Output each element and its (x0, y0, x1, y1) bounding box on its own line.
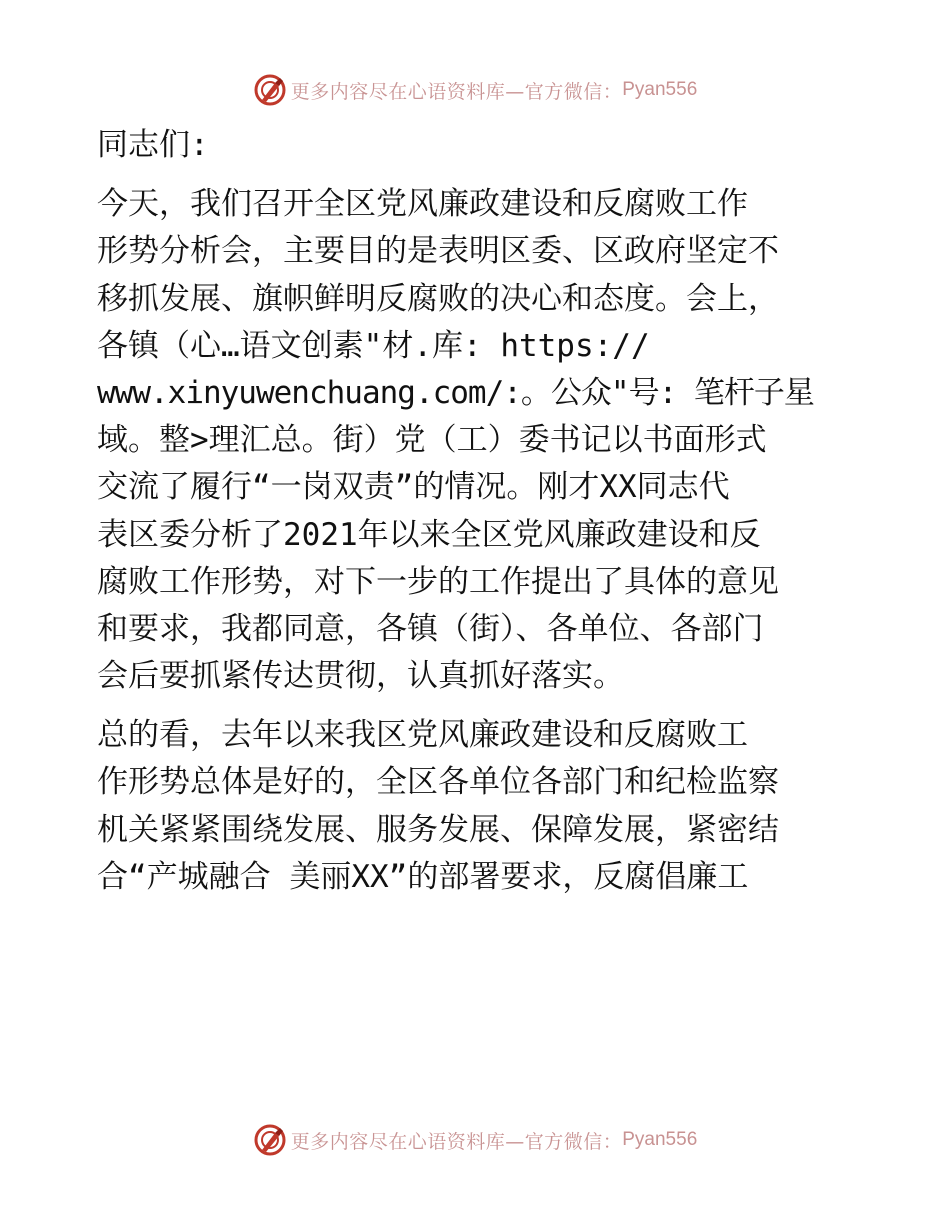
banner-text: 更多内容尽在心语资料库—官方微信： (290, 80, 623, 103)
paragraph-line: 形势分析会，主要目的是表明区委、区政府坚定不 (97, 233, 779, 270)
paragraph-line: 移抓发展、旗帜鲜明反腐败的决心和态度。会上， (97, 280, 779, 317)
paragraph-2 (97, 712, 857, 901)
paragraph-line: 合“产城融合 美丽XX”的部署要求，反腐倡廉工 (97, 858, 749, 895)
header-banner (0, 70, 950, 110)
banner-wechat-handle: Pyan556 (622, 1129, 698, 1150)
pen-logo-icon (253, 1123, 287, 1157)
document-body (97, 122, 857, 901)
paragraph-line: 表区委分析了2021年以来全区党风廉政建设和反 (97, 516, 761, 553)
footer-banner (0, 1120, 950, 1160)
paragraph-1 (97, 181, 857, 700)
paragraph-line: 和要求，我都同意，各镇（街）、各单位、各部门 (97, 610, 764, 647)
banner-text: 更多内容尽在心语资料库—官方微信： (290, 1130, 623, 1153)
paragraph-line: 腐败工作形势，对下一步的工作提出了具体的意见 (97, 563, 779, 600)
paragraph-line: 会后要抓紧传达贯彻，认真抓好落实。 (97, 658, 624, 695)
paragraph-line: 域。整>理汇总。街）党（工）委书记以书面形式 (97, 422, 767, 459)
pen-logo-icon (253, 73, 287, 107)
paragraph-line: www.xinyuwenchuang.com/:。公众"号: 笔杆子星 (97, 374, 814, 411)
paragraph-line: 总的看，去年以来我区党风廉政建设和反腐败工 (97, 717, 748, 754)
salutation: 同志们: (97, 127, 209, 163)
paragraph-line: 作形势总体是好的，全区各单位各部门和纪检监察 (97, 764, 779, 801)
paragraph-line: 今天，我们召开全区党风廉政建设和反腐败工作 (97, 186, 748, 223)
paragraph-line: 交流了履行“一岗双责”的情况。刚才XX同志代 (97, 469, 730, 506)
paragraph-line: 各镇（心…语文创素"材.库: https:// (97, 327, 650, 364)
banner-wechat-handle: Pyan556 (622, 79, 698, 100)
paragraph-line: 机关紧紧围绕发展、服务发展、保障发展，紧密结 (97, 811, 779, 848)
